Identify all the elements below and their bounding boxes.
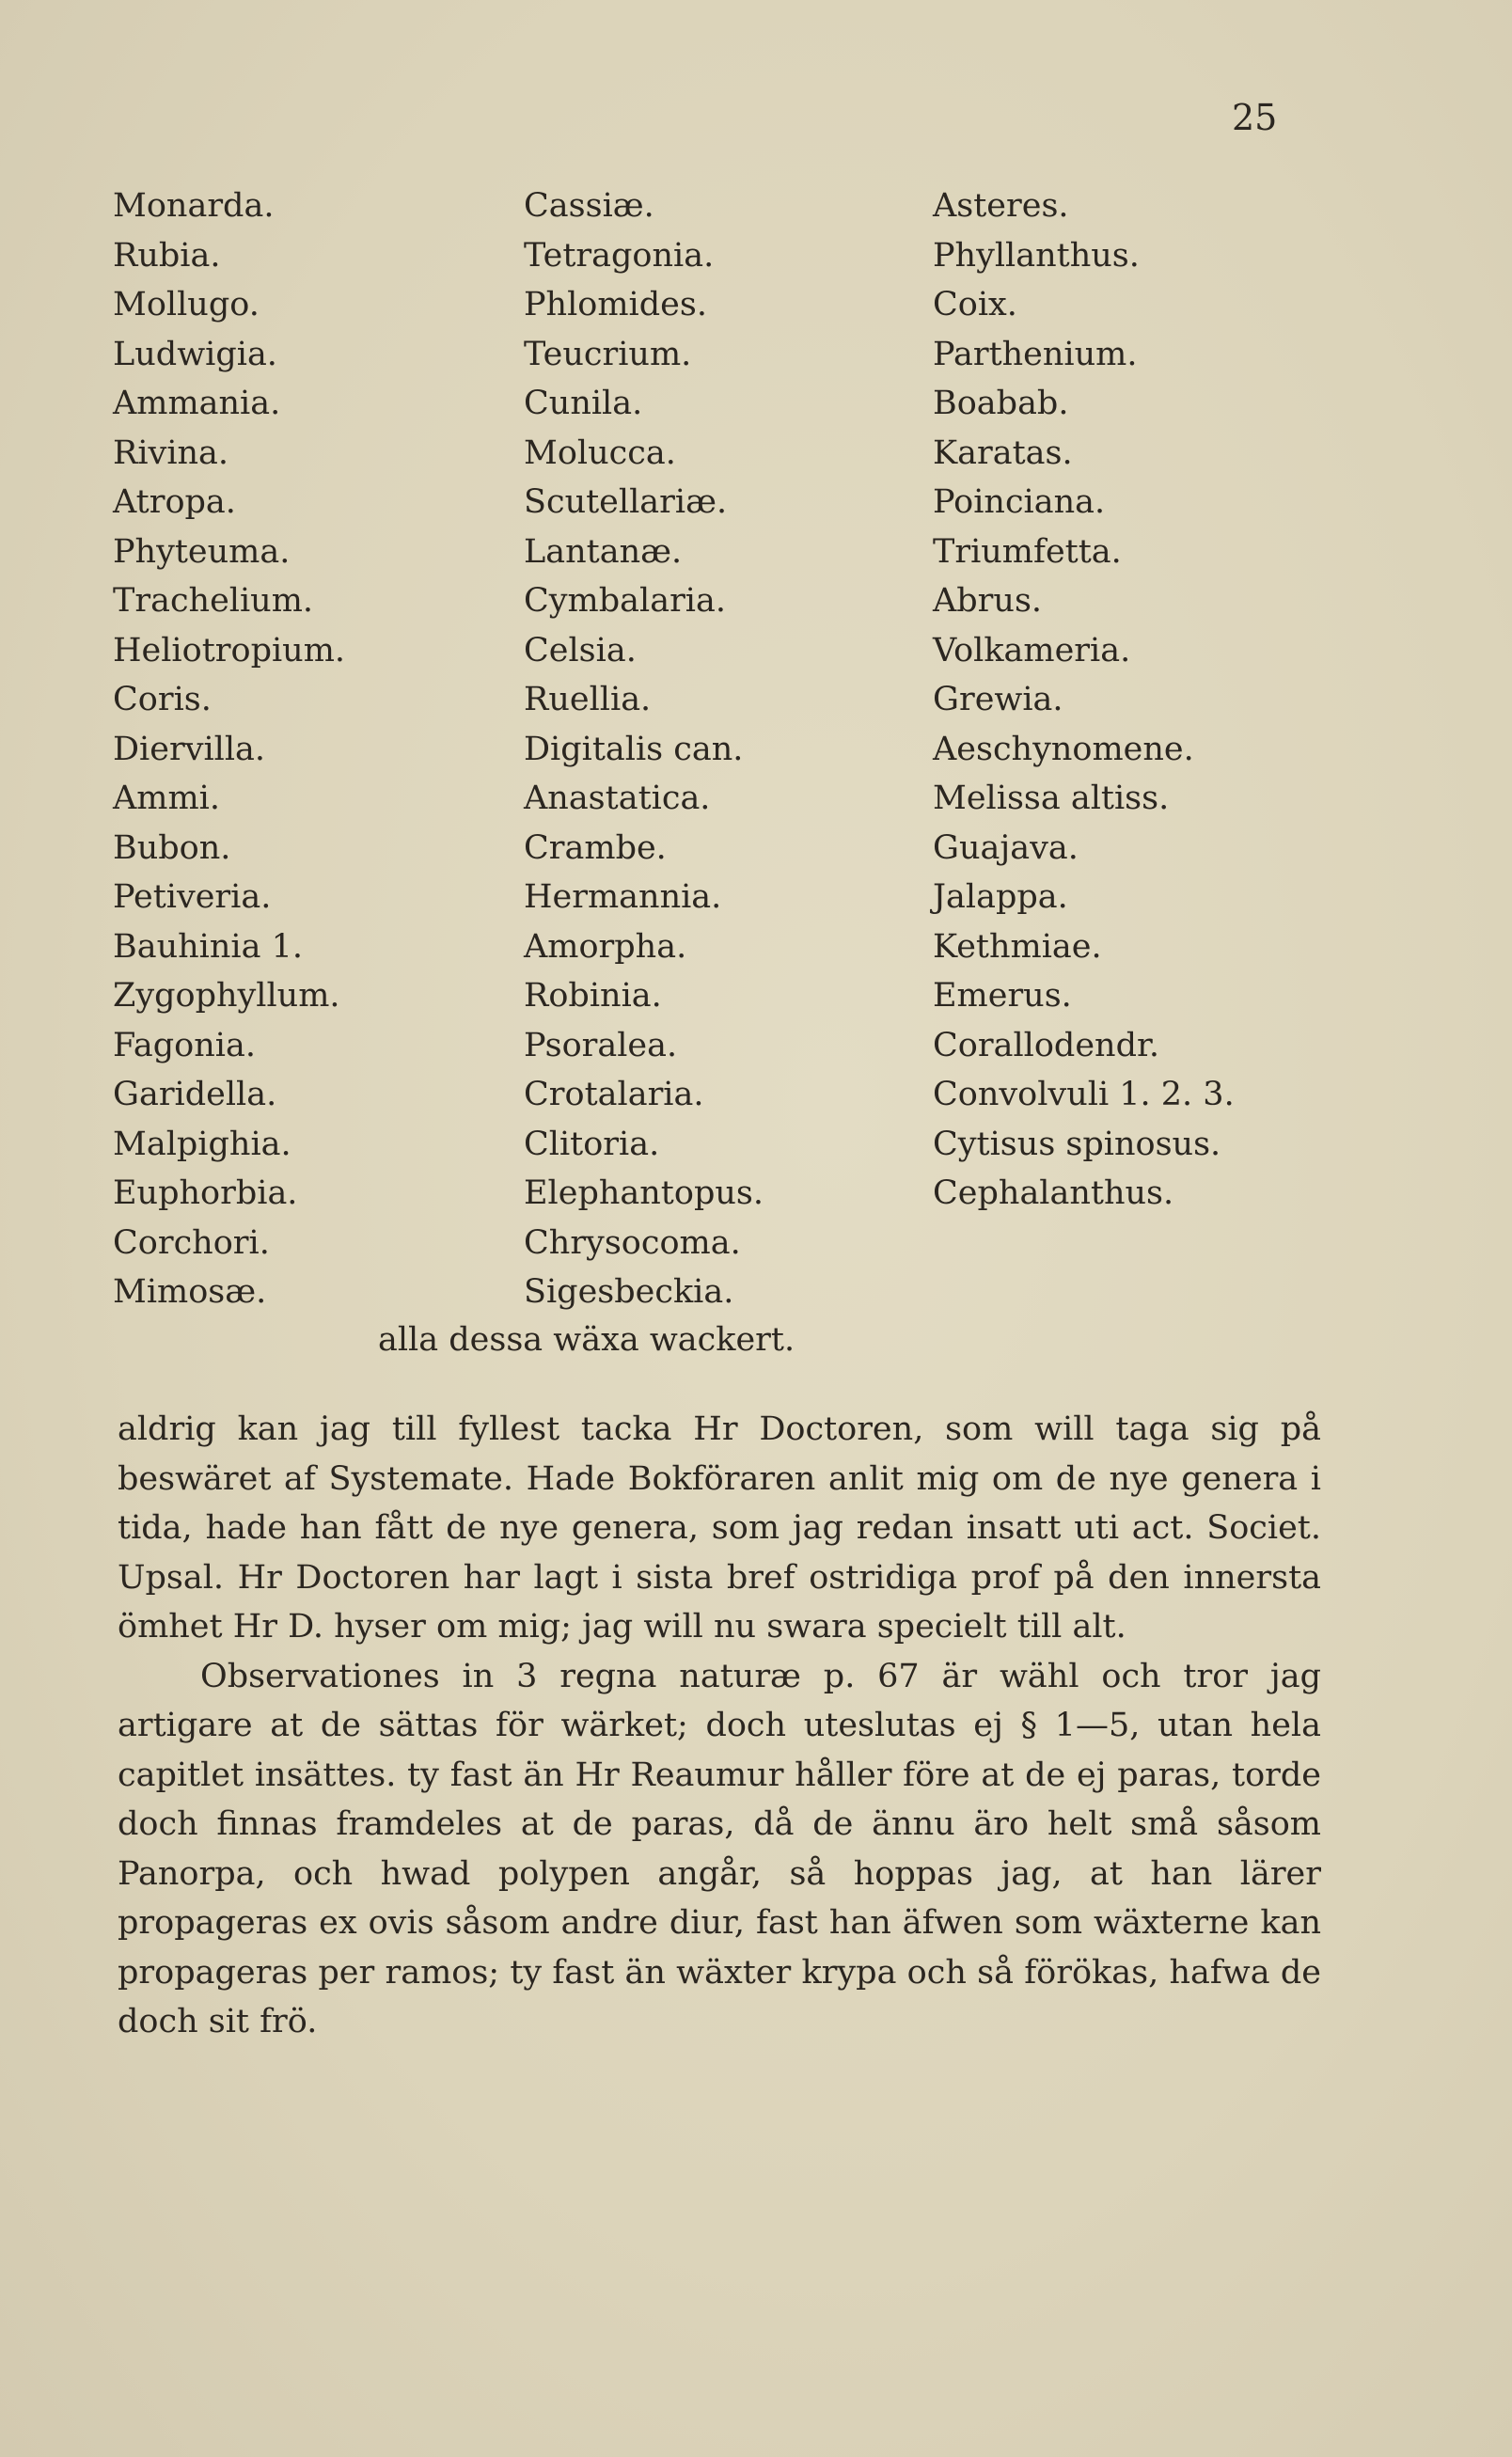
genus-entry: Bauhinia 1. [113,927,303,966]
genus-entry: Amorpha. [524,927,687,966]
genus-entry: Fagonia. [113,1026,256,1064]
genus-entry: Melissa altiss. [933,780,1170,817]
list-remark: alla dessa wäxa wackert. [378,1321,795,1359]
genus-entry: Poinciana. [933,483,1106,521]
genus-entry: Anastatica. [524,780,711,817]
genus-entry: Kethmiae. [933,927,1102,966]
genus-entry: Euphorbia. [113,1174,298,1212]
genus-entry: Parthenium. [933,335,1138,373]
genus-entry: Chrysocoma. [524,1223,741,1262]
genus-entry: Malpighia. [113,1125,291,1163]
genus-entry: Teucrium. [524,335,692,373]
genus-entry: Coix. [933,286,1017,323]
genus-entry: Monarda. [113,187,275,225]
genus-entry: Cytisus spinosus. [933,1125,1221,1163]
genus-entry: Mimosæ. [113,1273,267,1311]
genera-list [113,181,1335,1338]
genera-column-1 [113,181,345,1317]
genus-entry: Robinia. [524,977,662,1015]
genus-entry: Grewia. [933,681,1063,718]
paragraph-continuation: aldrig kan jag till fyllest tacka Hr Doctoren, som will taga sig på beswäret af Systemate. Hade Bokföraren anlit mig om de nye genera i tida, hade han fått de nye genera, som jag redan insatt uti act. Societ. Upsal. Hr Doctoren har lagt i sista bref ostridiga prof på den innersta ömhet Hr D. hyser om mig; jag will nu swara specielt till alt. [118,1410,1321,1646]
genera-column-3 [933,181,1235,1219]
genus-entry: Abrus. [933,582,1043,620]
genus-entry: Triumfetta. [933,532,1122,571]
genus-entry: Scutellariæ. [524,483,728,521]
letter-body [118,1405,1321,2047]
genus-entry: Celsia. [524,631,637,669]
genus-entry: Trachelium. [113,582,314,620]
genus-entry: Hermannia. [524,878,722,916]
genus-entry: Asteres. [933,187,1069,225]
genus-entry: Rubia. [113,236,221,275]
genus-entry: Phlomides. [524,286,707,323]
genus-entry: Aeschynomene. [933,730,1194,768]
genus-entry: Ammania. [113,385,281,422]
genus-entry: Ruellia. [524,681,652,718]
genus-entry: Digitalis can. [524,730,744,768]
genus-entry: Clitoria. [524,1125,660,1163]
genus-entry: Molucca. [524,433,676,472]
genus-entry: Rivina. [113,433,229,472]
genus-entry: Corchori. [113,1223,270,1262]
genus-entry: Elephantopus. [524,1174,764,1212]
genus-entry: Ammi. [113,780,220,817]
genus-entry: Atropa. [113,483,236,521]
genus-entry: Boabab. [933,385,1069,422]
genus-entry: Ludwigia. [113,335,277,373]
genus-entry: Cunila. [524,385,643,422]
genus-entry: Phyllanthus. [933,236,1140,275]
genus-entry: Psoralea. [524,1026,678,1064]
genus-entry: Lantanæ. [524,532,683,571]
genus-entry: Zygophyllum. [113,977,340,1015]
genus-entry: Volkameria. [933,631,1131,669]
genus-entry: Emerus. [933,977,1072,1015]
page-number: 25 [1232,97,1278,138]
paragraph-observationes: Observationes in 3 regna naturæ p. 67 är wähl och tror jag artigare at de sättas för wärket; doch uteslutas ej § 1—5, utan hela capitlet insättes. ty fast än Hr Reaumur håller före at de ej paras, torde doch finnas framdeles at de paras, då de ännu äro helt små såsom Panorpa, och hwad polypen angår, så hoppas jag, at han lärer propageras ex ovis såsom andre diur, fast han äfwen som wäxterne kan propageras per ramos; ty fast än wäxter krypa och så förökas, hafwa de doch sit frö. [118,1657,1321,2040]
genus-entry: Crotalaria. [524,1076,704,1113]
genus-entry: Mollugo. [113,286,260,323]
genus-entry: Sigesbeckia. [524,1273,734,1311]
genus-entry: Bubon. [113,828,231,867]
genus-entry: Crambe. [524,828,667,867]
genus-entry: Cassiæ. [524,187,654,225]
genus-entry: Convolvuli 1. 2. 3. [933,1076,1235,1113]
genus-entry: Garidella. [113,1076,277,1113]
genus-entry: Petiveria. [113,878,272,916]
genus-entry: Tetragonia. [524,236,715,275]
genus-entry: Heliotropium. [113,631,346,669]
genus-entry: Jalappa. [933,878,1068,916]
genus-entry: Diervilla. [113,730,266,768]
genus-entry: Cymbalaria. [524,582,726,620]
genus-entry: Phyteuma. [113,532,291,571]
genera-column-2 [524,181,764,1317]
genus-entry: Karatas. [933,433,1073,472]
genus-entry: Guajava. [933,828,1079,867]
genus-entry: Corallodendr. [933,1026,1159,1064]
genus-entry: Cephalanthus. [933,1174,1174,1212]
genus-entry: Coris. [113,681,212,718]
